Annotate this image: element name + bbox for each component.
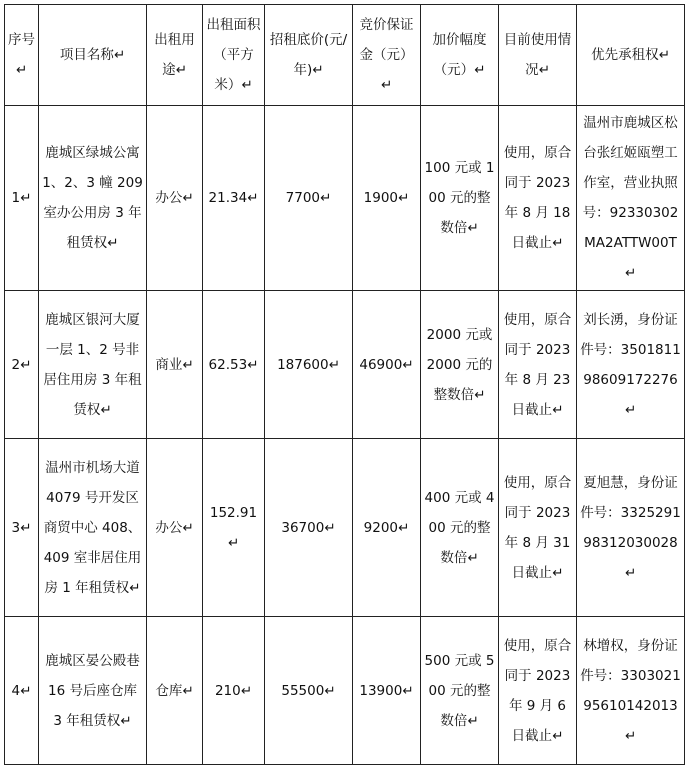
cell-status: 使用，原合同于 2023 年 8 月 18 日截止↵ bbox=[499, 106, 577, 291]
header-row bbox=[5, 5, 685, 106]
cell-name: 鹿城区绿城公寓 1、2、3 幢 209 室办公用房 3 年租赁权↵ bbox=[39, 106, 147, 291]
cell-increment: 400 元或 400 元的整数倍↵ bbox=[421, 439, 499, 617]
cell-priority: 温州市鹿城区松台张红姬瓯塑工作室，营业执照号：92330302MA2ATTW00T↵ bbox=[577, 106, 685, 291]
cell-increment: 500 元或 500 元的整数倍↵ bbox=[421, 617, 499, 765]
header-increment: 加价幅度（元）↵ bbox=[421, 5, 499, 106]
cell-priority: 林增权，身份证件号：330302195610142013↵ bbox=[577, 617, 685, 765]
cell-deposit: 46900↵ bbox=[353, 291, 421, 439]
cell-base-price: 55500↵ bbox=[265, 617, 353, 765]
cell-increment: 100 元或 100 元的整数倍↵ bbox=[421, 106, 499, 291]
cell-base-price: 36700↵ bbox=[265, 439, 353, 617]
cell-use: 办公↵ bbox=[147, 439, 203, 617]
cell-deposit: 1900↵ bbox=[353, 106, 421, 291]
table-row bbox=[5, 291, 685, 439]
cell-status: 使用，原合同于 2023 年 8 月 23 日截止↵ bbox=[499, 291, 577, 439]
cell-area: 62.53↵ bbox=[203, 291, 265, 439]
cell-use: 商业↵ bbox=[147, 291, 203, 439]
header-priority: 优先承租权↵ bbox=[577, 5, 685, 106]
cell-status: 使用，原合同于 2023 年 8 月 31 日截止↵ bbox=[499, 439, 577, 617]
cell-deposit: 9200↵ bbox=[353, 439, 421, 617]
cell-use: 办公↵ bbox=[147, 106, 203, 291]
cell-area: 152.91↵ bbox=[203, 439, 265, 617]
table-row bbox=[5, 617, 685, 765]
cell-priority: 刘长湧，身份证件号：350181198609172276↵ bbox=[577, 291, 685, 439]
cell-name: 鹿城区银河大厦一层 1、2 号非居住用房 3 年租赁权↵ bbox=[39, 291, 147, 439]
lease-table bbox=[4, 4, 685, 765]
header-base-price: 招租底价(元/年)↵ bbox=[265, 5, 353, 106]
cell-increment: 2000 元或 2000 元的整数倍↵ bbox=[421, 291, 499, 439]
cell-priority: 夏旭慧，身份证件号：332529198312030028↵ bbox=[577, 439, 685, 617]
header-deposit: 竞价保证金（元）↵ bbox=[353, 5, 421, 106]
cell-no: 2↵ bbox=[5, 291, 39, 439]
table-row bbox=[5, 106, 685, 291]
cell-area: 210↵ bbox=[203, 617, 265, 765]
header-use: 出租用途↵ bbox=[147, 5, 203, 106]
cell-name: 鹿城区晏公殿巷 16 号后座仓库 3 年租赁权↵ bbox=[39, 617, 147, 765]
cell-use: 仓库↵ bbox=[147, 617, 203, 765]
cell-no: 4↵ bbox=[5, 617, 39, 765]
header-status: 目前使用情况↵ bbox=[499, 5, 577, 106]
table-row bbox=[5, 439, 685, 617]
cell-status: 使用，原合同于 2023 年 9 月 6 日截止↵ bbox=[499, 617, 577, 765]
cell-deposit: 13900↵ bbox=[353, 617, 421, 765]
header-name: 项目名称↵ bbox=[39, 5, 147, 106]
header-no: 序号↵ bbox=[5, 5, 39, 106]
header-area: 出租面积（平方米）↵ bbox=[203, 5, 265, 106]
cell-base-price: 187600↵ bbox=[265, 291, 353, 439]
cell-area: 21.34↵ bbox=[203, 106, 265, 291]
cell-no: 1↵ bbox=[5, 106, 39, 291]
cell-base-price: 7700↵ bbox=[265, 106, 353, 291]
cell-no: 3↵ bbox=[5, 439, 39, 617]
cell-name: 温州市机场大道 4079 号开发区商贸中心 408、409 室非居住用房 1 年租赁权↵ bbox=[39, 439, 147, 617]
